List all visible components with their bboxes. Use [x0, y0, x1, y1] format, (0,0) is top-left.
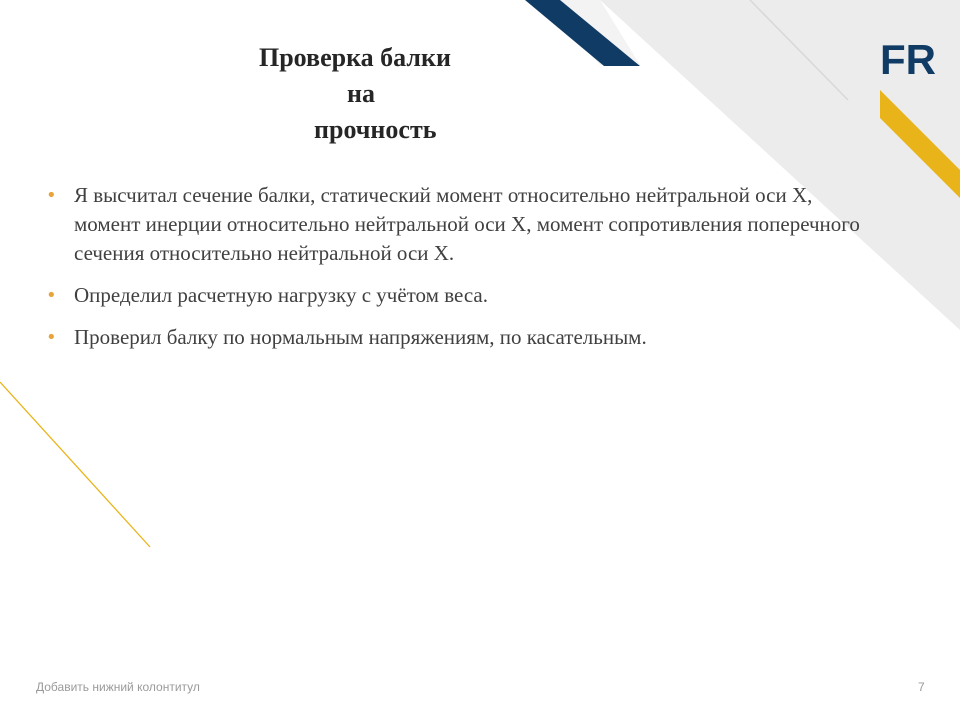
title-line-2: на [347, 79, 375, 108]
gold-diagonal-line [0, 382, 150, 547]
page-number: 7 [918, 680, 925, 694]
bullet-item [46, 181, 876, 268]
bullet-item [46, 281, 876, 310]
bullet-dot-icon: • [46, 327, 57, 348]
bullet-item [46, 323, 876, 352]
footer-placeholder[interactable]: Добавить нижний колонтитул [36, 680, 200, 694]
bullet-text: Проверил балку по нормальным напряжениям, по касательным. [74, 325, 647, 349]
bullet-list [46, 181, 876, 365]
slide-title [240, 40, 520, 148]
bullet-dot-icon: • [46, 285, 57, 306]
bullet-dot-icon: • [46, 185, 57, 206]
title-line-3: прочность [314, 115, 437, 144]
bullet-text: Определил расчетную нагрузку с учётом веса. [74, 283, 488, 307]
fr-logo: FR [880, 36, 936, 83]
bullet-text: Я высчитал сечение балки, статический момент относительно нейтральной оси X, момент инерции относительно нейтральной оси X, момент сопротивления поперечного сечения относительно нейтральной оси X. [74, 183, 860, 265]
title-line-1: Проверка балки [259, 43, 451, 72]
